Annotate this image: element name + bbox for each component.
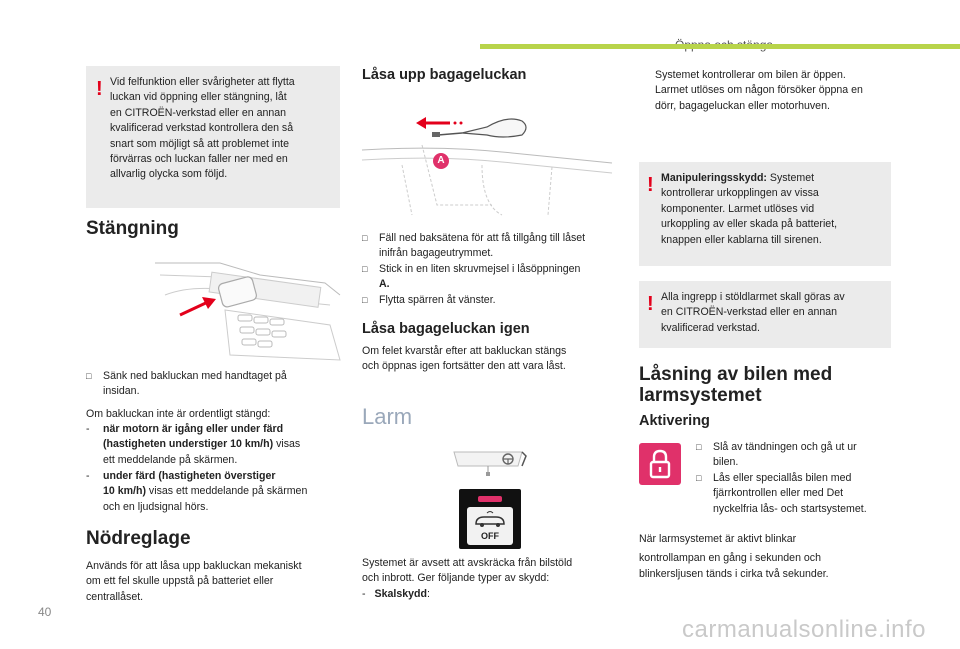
not-closed-intro: Om bakluckan inte är ordentligt stängd: [86,408,271,420]
tamper-text: Manipuleringsskydd: Systemet kontrollerar urkopplingen av vissa komponenter. Larmet utlöses vid urkoppling av eller skada på batteriet, knappen eller kablarna till sirenen. [661,172,838,246]
system-check-text: Systemet kontrollerar om bilen är öppen. Larmet utlöses om någon försöker öppna en dörr, bagageluckan eller motorhuven. [655,69,863,112]
checkbox-bullet-icon: □ [362,264,368,274]
padlock-icon [639,443,681,485]
warning-icon: ! [647,293,654,315]
alarm-sensor-illustration [452,446,532,486]
checkbox-bullet-icon: □ [362,233,368,243]
alarm-off-panel [459,489,521,549]
header-bar-left [0,44,473,49]
stangning-heading: Stängning [86,218,179,239]
watermark: carmanualsonline.info [682,616,926,643]
header-accent-bar [480,44,960,49]
larm-text: Systemet är avsett att avskräcka från bilstöld och inbrott. Ger följande typer av skydd: - Skalskydd: [362,557,573,600]
warning-icon: ! [647,174,654,196]
callout-a: A [433,153,449,169]
warning-box-malfunction [86,66,340,208]
aktivering-heading: Aktivering [639,413,710,429]
lasa-upp-heading: Låsa upp bagageluckan [362,67,527,83]
warning-box-workshop [639,281,891,348]
lasa-igen-text: Om felet kvarstår efter att bakluckan stängs och öppnas igen fortsätter den att vara låst. [362,345,567,373]
warning-icon: ! [96,78,103,100]
checkbox-bullet-icon: □ [696,442,702,452]
warning-box-tamper [639,162,891,266]
screwdriver-lock-illustration [362,105,612,220]
lock-button-tile [639,443,681,485]
checkbox-bullet-icon: □ [86,371,92,381]
workshop-text: Alla ingrepp i stöldlarmet skall göras av en CITROËN-verkstad eller en annan kvalificerad verkstad. [661,291,845,334]
alarm-off-button[interactable] [467,507,513,545]
larm-heading: Larm [362,404,413,429]
tailgate-handle-illustration [150,255,350,365]
warning-text: Vid felfunktion eller svårigheter att flytta luckan vid öppning eller stängning, låt en CITROËN-verkstad eller en annan kvalificerad verkstad kontrollera den så snart som möjligt så att problemet inte förvärras och luckan faller ner med en allvarlig olycka som följd. [110,76,295,181]
page-number: 40 [38,605,52,619]
checkbox-bullet-icon: □ [696,473,702,483]
car-shield-icon [470,510,510,530]
alarm-indicator-led [478,496,502,502]
nodreglage-text: Används för att låsa upp bakluckan mekaniskt om ett fel skulle uppstå på batteriet eller centrallåset. [86,560,302,603]
lasa-igen-heading: Låsa bagageluckan igen [362,321,530,337]
nodreglage-heading: Nödreglage [86,528,191,549]
off-label: OFF [481,531,499,541]
checkbox-bullet-icon: □ [362,295,368,305]
lasning-heading: Låsning av bilen med larmsystemet [639,364,833,406]
alarm-active-text: När larmsystemet är aktivt blinkar kontrollampan en gång i sekunden och blinkersljusen tänds i cirka två sekunder. [639,533,829,580]
